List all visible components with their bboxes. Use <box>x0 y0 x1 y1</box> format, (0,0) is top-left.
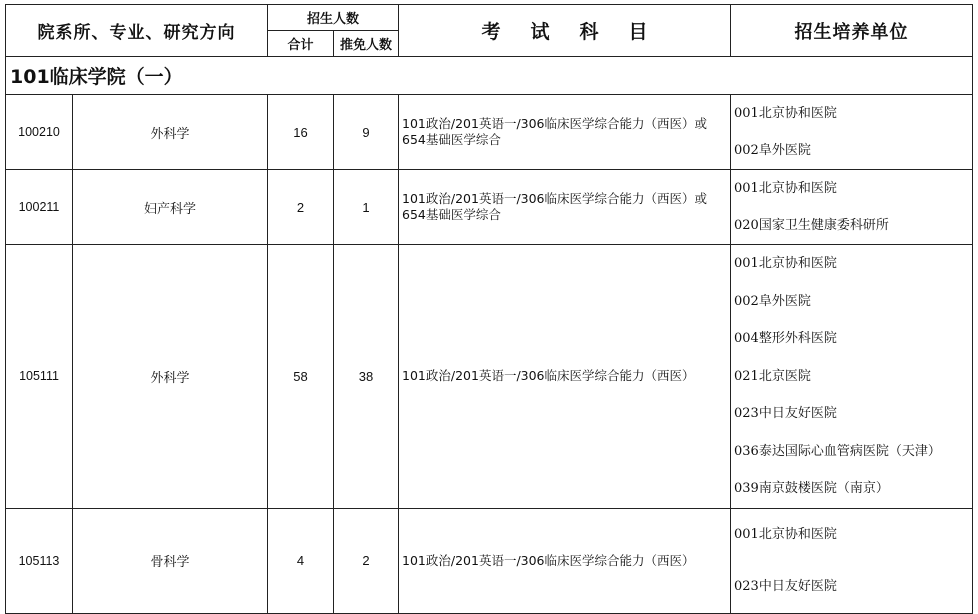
header-enrollment-group: 招生人数 <box>268 5 399 31</box>
training-unit: 002阜外医院 <box>734 293 811 309</box>
exempt-count: 2 <box>334 508 399 613</box>
training-unit: 001北京协和医院 <box>734 256 837 271</box>
enrollment-total: 58 <box>268 245 334 509</box>
major-name: 外科学 <box>73 95 268 170</box>
training-unit: 023中日友好医院 <box>734 406 837 421</box>
training-unit: 001北京协和医院 <box>734 106 837 121</box>
enrollment-table <box>5 4 973 614</box>
major-name: 妇产科学 <box>73 170 268 245</box>
header-dept-major-direction: 院系所、专业、研究方向 <box>6 5 268 57</box>
exempt-count: 1 <box>334 170 399 245</box>
table-row <box>6 170 973 245</box>
header-training-units: 招生培养单位 <box>731 5 973 57</box>
table-row <box>6 508 973 613</box>
training-unit: 001北京协和医院 <box>734 181 837 196</box>
header-total: 合计 <box>268 31 334 57</box>
exempt-count: 38 <box>334 245 399 509</box>
major-name: 外科学 <box>73 245 268 509</box>
training-unit: 021北京医院 <box>734 368 811 384</box>
exam-subjects: 101政治/201英语一/306临床医学综合能力（西医）或654基础医学综合 <box>399 170 731 245</box>
exam-subjects: 101政治/201英语一/306临床医学综合能力（西医）或654基础医学综合 <box>399 95 731 170</box>
college-name: 101临床学院（一） <box>6 57 973 95</box>
training-unit: 036泰达国际心血管病医院（天津） <box>734 443 941 459</box>
major-code: 100210 <box>6 95 73 170</box>
training-unit: 039南京鼓楼医院（南京） <box>734 481 889 496</box>
training-unit: 023中日友好医院 <box>734 578 837 594</box>
exam-subjects: 101政治/201英语一/306临床医学综合能力（西医） <box>399 245 731 509</box>
enrollment-total: 2 <box>268 170 334 245</box>
table-row <box>6 95 973 170</box>
training-unit-list <box>731 95 973 170</box>
training-unit-list <box>731 508 973 613</box>
training-unit: 004整形外科医院 <box>734 331 837 346</box>
enrollment-total: 16 <box>268 95 334 170</box>
major-name: 骨科学 <box>73 508 268 613</box>
header-exempt: 推免人数 <box>334 31 399 57</box>
table-row <box>6 245 973 509</box>
training-unit: 001北京协和医院 <box>734 526 837 542</box>
exam-subjects: 101政治/201英语一/306临床医学综合能力（西医） <box>399 508 731 613</box>
major-code: 105113 <box>6 508 73 613</box>
major-code: 105111 <box>6 245 73 509</box>
header-exam-subjects: 考试科目 <box>399 5 731 57</box>
training-unit-list <box>731 170 973 245</box>
exempt-count: 9 <box>334 95 399 170</box>
college-row <box>6 57 973 95</box>
header-row-top <box>6 5 973 31</box>
training-unit: 020国家卫生健康委科研所 <box>734 218 889 233</box>
enrollment-total: 4 <box>268 508 334 613</box>
major-code: 100211 <box>6 170 73 245</box>
training-unit-list <box>731 245 973 509</box>
training-unit: 002阜外医院 <box>734 143 811 158</box>
